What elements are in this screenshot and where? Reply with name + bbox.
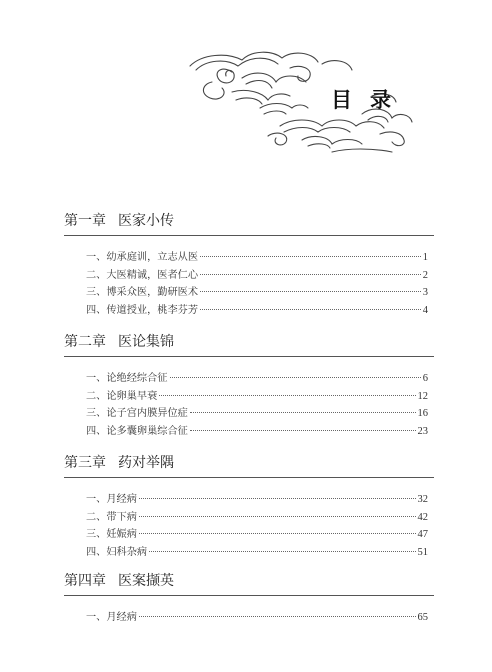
- entry-label: 四、传道授业，桃李芬芳: [86, 305, 199, 317]
- dot-leader: [149, 551, 415, 552]
- entry-label: 三、博采众医，勤研医术: [86, 287, 199, 299]
- toc-entry[interactable]: [86, 388, 428, 406]
- chapter-heading: [64, 212, 434, 231]
- chapter-entries: [64, 249, 434, 320]
- chapter-name: 医家小传: [118, 213, 174, 229]
- dot-leader: [190, 430, 416, 431]
- entry-page: 65: [417, 612, 428, 623]
- entry-label: 一、论绝经综合征: [86, 373, 168, 384]
- toc-entry[interactable]: [86, 267, 428, 285]
- entry-page: 2: [422, 269, 428, 281]
- chapter-number: 第四章: [64, 573, 106, 589]
- entry-page: 4: [422, 305, 428, 317]
- chapter-name: 医案撷英: [118, 573, 174, 589]
- entry-label: 三、论子宫内膜异位症: [86, 408, 188, 420]
- entry-label: 一、月经病: [86, 494, 137, 505]
- chapter-heading: [64, 572, 434, 591]
- entry-label: 四、论多囊卵巢综合征: [86, 426, 188, 438]
- entry-page: 6: [422, 373, 428, 384]
- entry-label: 二、带下病: [86, 511, 137, 523]
- toc-entry[interactable]: [86, 249, 428, 267]
- chapter-heading: [64, 333, 434, 352]
- toc-entry[interactable]: [86, 609, 428, 627]
- toc-entry[interactable]: [86, 302, 428, 320]
- entry-page: 1: [422, 252, 428, 263]
- dot-leader: [139, 616, 416, 617]
- chapter-number: 第三章: [64, 455, 106, 471]
- chapter-3: [64, 454, 434, 562]
- toc-entry[interactable]: [86, 405, 428, 423]
- entry-page: 16: [417, 408, 428, 420]
- dot-leader: [159, 395, 415, 396]
- chapter-number: 第一章: [64, 213, 106, 229]
- toc-entry[interactable]: [86, 526, 428, 544]
- chapter-rule: [64, 477, 434, 478]
- chapter-name: 药对举隅: [118, 455, 174, 471]
- chapter-4: [64, 572, 434, 627]
- toc-entry[interactable]: [86, 544, 428, 562]
- toc-entry[interactable]: [86, 423, 428, 441]
- dot-leader: [190, 412, 416, 413]
- dot-leader: [139, 516, 416, 517]
- chapter-rule: [64, 595, 434, 596]
- chapter-rule: [64, 235, 434, 236]
- chapter-1: [64, 212, 434, 320]
- dot-leader: [139, 533, 416, 534]
- dot-leader: [139, 498, 416, 499]
- dot-leader: [200, 309, 421, 310]
- entry-page: 32: [417, 494, 428, 505]
- dot-leader: [200, 256, 421, 257]
- entry-label: 三、妊娠病: [86, 529, 137, 541]
- entry-page: 12: [417, 390, 428, 402]
- dot-leader: [200, 291, 421, 292]
- entry-label: 一、月经病: [86, 612, 137, 623]
- page-title: 目录: [331, 88, 409, 112]
- toc-entry[interactable]: [86, 284, 428, 302]
- chapter-rule: [64, 356, 434, 357]
- toc-entry[interactable]: [86, 370, 428, 388]
- toc-entry[interactable]: [86, 509, 428, 527]
- chapter-number: 第二章: [64, 334, 106, 350]
- chapter-name: 医论集锦: [118, 334, 174, 350]
- chapter-2: [64, 333, 434, 441]
- entry-label: 一、幼承庭训，立志从医: [86, 252, 199, 263]
- chapter-entries: [64, 609, 434, 627]
- chapter-heading: [64, 454, 434, 473]
- entry-page: 47: [417, 529, 428, 541]
- entry-page: 42: [417, 511, 428, 523]
- entry-page: 23: [417, 426, 428, 438]
- entry-page: 3: [422, 287, 428, 299]
- toc-entry[interactable]: [86, 491, 428, 509]
- chapter-entries: [64, 491, 434, 562]
- dot-leader: [200, 274, 421, 275]
- chapter-entries: [64, 370, 434, 441]
- dot-leader: [170, 377, 421, 378]
- entry-label: 二、论卵巢早衰: [86, 390, 158, 402]
- entry-page: 51: [417, 547, 428, 559]
- entry-label: 二、大医精诚，医者仁心: [86, 269, 199, 281]
- entry-label: 四、妇科杂病: [86, 547, 148, 559]
